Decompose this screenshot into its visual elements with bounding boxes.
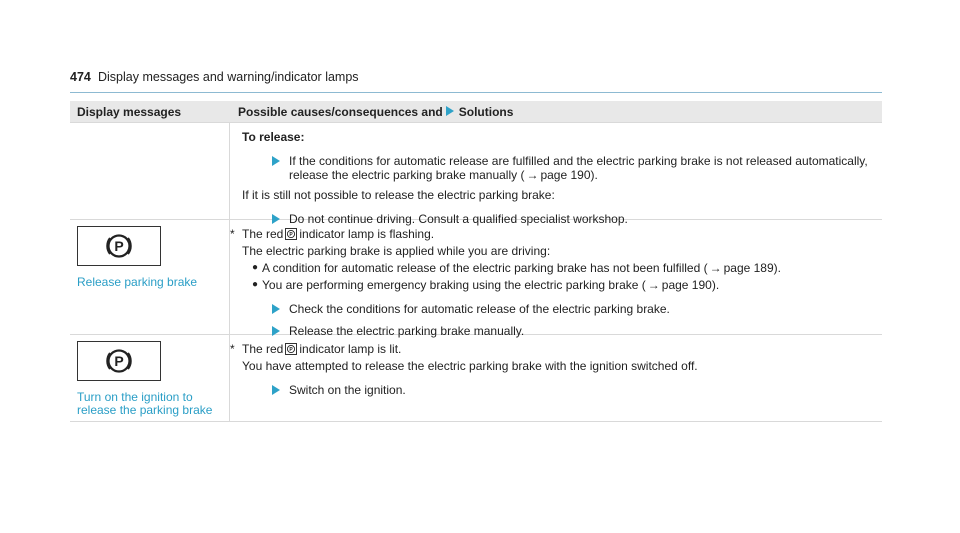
step-text: release the electric parking brake manually ( xyxy=(289,168,525,182)
message-cell xyxy=(70,335,230,421)
list-item: ● You are performing emergency braking using the electric parking brake ( → page 190). xyxy=(252,278,720,292)
parking-brake-icon xyxy=(104,231,134,261)
triangle-arrow-icon xyxy=(272,156,280,166)
step xyxy=(272,383,882,397)
col-header-messages: Display messages xyxy=(77,105,182,119)
parking-brake-icon xyxy=(285,343,297,355)
table-header xyxy=(70,101,882,122)
to-release-heading: To release: xyxy=(242,130,305,144)
step-text: Check the conditions for automatic release of the electric parking brake. xyxy=(289,302,670,316)
bullet-text: A condition for automatic release of the electric parking brake has not been fulfilled ( xyxy=(262,261,708,275)
page-ref[interactable]: page 189). xyxy=(723,261,781,275)
message-label xyxy=(77,391,229,417)
messages-table xyxy=(70,101,882,422)
parking-brake-icon xyxy=(104,346,134,376)
svg-text:P: P xyxy=(114,238,124,254)
step-text: Do not continue driving. Consult a qualified specialist workshop. xyxy=(289,212,628,226)
solution-cell xyxy=(230,220,882,338)
message-label: Release parking brake xyxy=(77,275,198,289)
step xyxy=(272,154,882,182)
svg-text:P: P xyxy=(289,347,294,353)
parking-brake-lamp xyxy=(77,341,161,381)
message-label-line: Turn on the ignition to xyxy=(77,390,193,404)
step-text: Release the electric parking brake manually. xyxy=(289,324,525,338)
list-item: ● A condition for automatic release of the electric parking brake has not been fulfilled ( → page 189). xyxy=(252,261,781,275)
triangle-arrow-icon xyxy=(446,106,454,116)
table-row xyxy=(70,219,882,338)
message-label-line: release the parking brake xyxy=(77,403,213,417)
table-row xyxy=(70,122,882,226)
message-cell xyxy=(70,123,230,219)
solution-cell xyxy=(230,123,882,226)
lamp-text-pre: The red xyxy=(242,342,284,356)
ref-arrow-icon: → xyxy=(709,261,722,275)
parking-brake-icon xyxy=(285,228,297,240)
lamp-text-post: indicator lamp is lit. xyxy=(299,342,402,356)
step-text: If the conditions for automatic release are fulfilled and the electric parking brake is not released automatically, xyxy=(289,154,868,168)
parking-brake-lamp xyxy=(77,226,161,266)
triangle-arrow-icon xyxy=(272,304,280,314)
triangle-arrow-icon xyxy=(272,385,280,395)
table-row xyxy=(70,334,882,421)
col-header-solutions-suffix: Solutions xyxy=(458,105,514,119)
page-ref[interactable]: page 190). xyxy=(661,278,720,292)
lamp-text-post: indicator lamp is flashing. xyxy=(299,227,435,241)
col-header-solutions xyxy=(230,101,882,122)
col-header-solutions-label: Possible causes/consequences and xyxy=(238,105,443,119)
description-text: You have attempted to release the electric parking brake with the ignition switched off. xyxy=(242,359,698,373)
page-ref[interactable]: page 190). xyxy=(540,168,598,182)
page-header xyxy=(70,70,882,93)
svg-text:P: P xyxy=(114,353,124,369)
step xyxy=(272,302,882,316)
message-cell xyxy=(70,220,230,334)
step-text: Switch on the ignition. xyxy=(289,383,406,397)
page-title: Display messages and warning/indicator lamps xyxy=(98,70,359,84)
description-text: The electric parking brake is applied while you are driving: xyxy=(242,244,551,258)
note-text: If it is still not possible to release the electric parking brake: xyxy=(242,188,555,202)
bullet-text: You are performing emergency braking using the electric parking brake ( xyxy=(262,278,646,292)
page-number: 474 xyxy=(70,70,91,84)
footnote-star: * xyxy=(230,227,235,241)
ref-arrow-icon: → xyxy=(526,168,539,182)
footnote-star: * xyxy=(230,342,235,356)
lamp-text-pre: The red xyxy=(242,227,284,241)
solution-cell xyxy=(230,335,882,421)
svg-text:P: P xyxy=(289,232,294,238)
ref-arrow-icon: → xyxy=(647,278,660,292)
